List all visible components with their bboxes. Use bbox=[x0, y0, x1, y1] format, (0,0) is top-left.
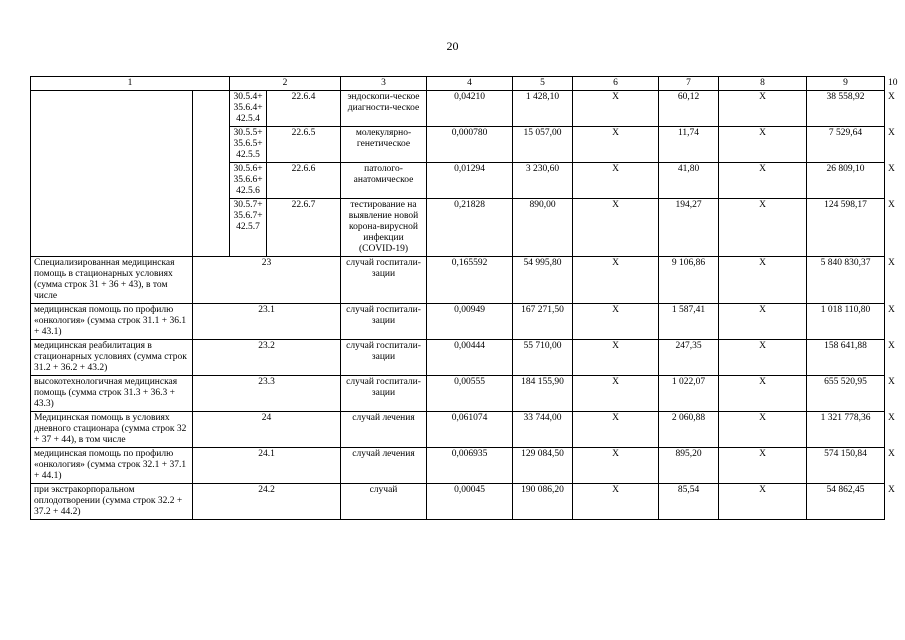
row-code-cell: 22.6.6 bbox=[267, 163, 341, 199]
unit-cell: случай госпитали-зации bbox=[341, 340, 427, 376]
value-cell: 1 428,10 bbox=[513, 91, 573, 127]
value-cell: 38 558,92 bbox=[807, 91, 885, 127]
row-name-cell: высокотехнологичная медицинская помощь (сумма строк 31.3 + 36.3 + 43.3) bbox=[31, 376, 193, 412]
value-cell: 0,21828 bbox=[427, 199, 513, 257]
value-cell: 247,35 bbox=[659, 340, 719, 376]
value-cell: Х bbox=[719, 257, 807, 304]
value-cell: 1 018 110,80 bbox=[807, 304, 885, 340]
row-name-cell: Медицинская помощь в условиях дневного стационара (сумма строк 32 + 37 + 44), в том числе bbox=[31, 412, 193, 448]
value-cell: 655 520,95 bbox=[807, 376, 885, 412]
value-cell: 11,74 bbox=[659, 127, 719, 163]
value-cell: 158 641,88 bbox=[807, 340, 885, 376]
header-cell: 9 bbox=[807, 77, 885, 91]
row-code-cell: 24.2 bbox=[193, 484, 341, 520]
value-cell: Х bbox=[573, 127, 659, 163]
row-name-cell: медицинская реабилитация в стационарных условиях (сумма строк 31.2 + 36.2 + 43.2) bbox=[31, 340, 193, 376]
line-ref-cell: 30.5.4+ 35.6.4+ 42.5.4 bbox=[230, 91, 267, 127]
unit-cell: случай госпитали-зации bbox=[341, 257, 427, 304]
unit-cell: молекулярно-генетическое bbox=[341, 127, 427, 163]
value-cell: Х bbox=[573, 340, 659, 376]
value-cell: Х bbox=[719, 484, 807, 520]
header-cell: 3 bbox=[341, 77, 427, 91]
header-row: 1 2 3 4 5 6 7 8 9 10 bbox=[31, 77, 885, 91]
value-cell: Х bbox=[573, 199, 659, 257]
value-cell: 0,000780 bbox=[427, 127, 513, 163]
header-cell: 2 bbox=[230, 77, 341, 91]
row-code-cell: 23 bbox=[193, 257, 341, 304]
table-row: 30.5.4+ 35.6.4+ 42.5.4 22.6.4 эндоскопи-ческое диагности-ческое 0,04210 1 428,10 Х 60,12 Х 38 558,92 Х bbox=[31, 91, 885, 127]
value-cell: Х bbox=[719, 304, 807, 340]
table-row: медицинская реабилитация в стационарных условиях (сумма строк 31.2 + 36.2 + 43.2) 23.2 случай госпитали-зации 0,00444 55 710,00 Х 247,35 Х 158 641,88 Х bbox=[31, 340, 885, 376]
value-cell: 1 587,41 bbox=[659, 304, 719, 340]
data-table bbox=[30, 76, 898, 520]
table-row: медицинская помощь по профилю «онкология» (сумма строк 31.1 + 36.1 + 43.1) 23.1 случай госпитали-зации 0,00949 167 271,50 Х 1 587,41 Х 1 018 110,80 Х bbox=[31, 304, 885, 340]
value-cell: Х bbox=[719, 163, 807, 199]
line-ref-cell: 30.5.7+ 35.6.7+ 42.5.7 bbox=[230, 199, 267, 257]
row-name-cell: Специализированная медицинская помощь в стационарных условиях (сумма строк 31 + 36 + 43), в том числе bbox=[31, 257, 193, 304]
row-code-cell: 22.6.5 bbox=[267, 127, 341, 163]
row-code-cell: 24 bbox=[193, 412, 341, 448]
value-cell: 26 809,10 bbox=[807, 163, 885, 199]
row-name-cell: медицинская помощь по профилю «онкология» (сумма строк 32.1 + 37.1 + 44.1) bbox=[31, 448, 193, 484]
row-code-cell: 22.6.4 bbox=[267, 91, 341, 127]
unit-cell: эндоскопи-ческое диагности-ческое bbox=[341, 91, 427, 127]
row-name-cell: при экстракорпоральном оплодотворении (сумма строк 32.2 + 37.2 + 44.2) bbox=[31, 484, 193, 520]
value-cell: 129 084,50 bbox=[513, 448, 573, 484]
value-cell: Х bbox=[573, 376, 659, 412]
table-row: медицинская помощь по профилю «онкология» (сумма строк 32.1 + 37.1 + 44.1) 24.1 случай лечения 0,006935 129 084,50 Х 895,20 Х 574 150,84 Х bbox=[31, 448, 885, 484]
value-cell: Х bbox=[573, 412, 659, 448]
unit-cell: тестирование на выявление новой корона-вирусной инфекции (COVID-19) bbox=[341, 199, 427, 257]
value-cell: 0,006935 bbox=[427, 448, 513, 484]
value-cell: 0,04210 bbox=[427, 91, 513, 127]
value-cell: Х bbox=[573, 484, 659, 520]
unit-cell: случай лечения bbox=[341, 448, 427, 484]
value-cell: 7 529,64 bbox=[807, 127, 885, 163]
row-code-cell: 23.3 bbox=[193, 376, 341, 412]
value-cell: 1 022,07 bbox=[659, 376, 719, 412]
value-cell: 0,00045 bbox=[427, 484, 513, 520]
value-cell: 33 744,00 bbox=[513, 412, 573, 448]
value-cell: 2 060,88 bbox=[659, 412, 719, 448]
table-row: 30.5.7+ 35.6.7+ 42.5.7 22.6.7 тестирование на выявление новой корона-вирусной инфекции (COVID-19) 0,21828 890,00 Х 194,27 Х 124 598,17 Х bbox=[31, 199, 885, 257]
value-cell: Х bbox=[719, 412, 807, 448]
value-cell: Х bbox=[573, 91, 659, 127]
value-cell: 0,061074 bbox=[427, 412, 513, 448]
value-cell: Х bbox=[573, 304, 659, 340]
value-cell: Х bbox=[719, 376, 807, 412]
value-cell: 0,00444 bbox=[427, 340, 513, 376]
line-ref-cell: 30.5.6+ 35.6.6+ 42.5.6 bbox=[230, 163, 267, 199]
value-cell: Х bbox=[719, 127, 807, 163]
value-cell: 60,12 bbox=[659, 91, 719, 127]
value-cell: 190 086,20 bbox=[513, 484, 573, 520]
value-cell: 0,00949 bbox=[427, 304, 513, 340]
value-cell: 9 106,86 bbox=[659, 257, 719, 304]
value-cell: 15 057,00 bbox=[513, 127, 573, 163]
value-cell: 0,00555 bbox=[427, 376, 513, 412]
table-row: 30.5.5+ 35.6.5+ 42.5.5 22.6.5 молекулярно-генетическое 0,000780 15 057,00 Х 11,74 Х 7 529,64 Х bbox=[31, 127, 885, 163]
line-ref-cell: 30.5.5+ 35.6.5+ 42.5.5 bbox=[230, 127, 267, 163]
value-cell: 5 840 830,37 bbox=[807, 257, 885, 304]
value-cell: 167 271,50 bbox=[513, 304, 573, 340]
table-row: Медицинская помощь в условиях дневного стационара (сумма строк 32 + 37 + 44), в том числе 24 случай лечения 0,061074 33 744,00 Х 2 060,88 Х 1 321 778,36 Х bbox=[31, 412, 885, 448]
value-cell: Х bbox=[719, 91, 807, 127]
value-cell: 124 598,17 bbox=[807, 199, 885, 257]
unit-cell: случай госпитали-зации bbox=[341, 304, 427, 340]
table-row: при экстракорпоральном оплодотворении (сумма строк 32.2 + 37.2 + 44.2) 24.2 случай 0,00045 190 086,20 Х 85,54 Х 54 862,45 Х bbox=[31, 484, 885, 520]
value-cell: Х bbox=[719, 199, 807, 257]
value-cell: 0,165592 bbox=[427, 257, 513, 304]
value-cell: 574 150,84 bbox=[807, 448, 885, 484]
value-cell: Х bbox=[719, 448, 807, 484]
unit-cell: случай госпитали-зации bbox=[341, 376, 427, 412]
value-cell: 41,80 bbox=[659, 163, 719, 199]
row-code-cell: 24.1 bbox=[193, 448, 341, 484]
header-cell: 6 bbox=[573, 77, 659, 91]
page-number: 20 bbox=[446, 39, 459, 53]
table-row: Специализированная медицинская помощь в стационарных условиях (сумма строк 31 + 36 + 43), в том числе 23 случай госпитали-зации 0,165592 54 995,80 Х 9 106,86 Х 5 840 830,37 Х bbox=[31, 257, 885, 304]
header-cell: 1 bbox=[31, 77, 230, 91]
row-code-cell: 23.2 bbox=[193, 340, 341, 376]
value-cell: 194,27 bbox=[659, 199, 719, 257]
value-cell: 184 155,90 bbox=[513, 376, 573, 412]
value-cell: 55 710,00 bbox=[513, 340, 573, 376]
value-cell: Х bbox=[573, 163, 659, 199]
row-name-cell: медицинская помощь по профилю «онкология» (сумма строк 31.1 + 36.1 + 43.1) bbox=[31, 304, 193, 340]
unit-cell: патолого-анатомическое bbox=[341, 163, 427, 199]
value-cell: 54 862,45 bbox=[807, 484, 885, 520]
header-cell: 7 bbox=[659, 77, 719, 91]
value-cell: Х bbox=[719, 340, 807, 376]
value-cell: 0,01294 bbox=[427, 163, 513, 199]
table-row: 30.5.6+ 35.6.6+ 42.5.6 22.6.6 патолого-анатомическое 0,01294 3 230,60 Х 41,80 Х 26 809,10 Х bbox=[31, 163, 885, 199]
value-cell: 85,54 bbox=[659, 484, 719, 520]
header-cell: 5 bbox=[513, 77, 573, 91]
value-cell: Х bbox=[573, 448, 659, 484]
row-code-cell: 22.6.7 bbox=[267, 199, 341, 257]
blank-name-cell bbox=[31, 91, 193, 257]
value-cell: Х bbox=[573, 257, 659, 304]
unit-cell: случай лечения bbox=[341, 412, 427, 448]
value-cell: 890,00 bbox=[513, 199, 573, 257]
value-cell: 3 230,60 bbox=[513, 163, 573, 199]
blank-cell bbox=[193, 91, 230, 257]
value-cell: 54 995,80 bbox=[513, 257, 573, 304]
unit-cell: случай bbox=[341, 484, 427, 520]
table-row: высокотехнологичная медицинская помощь (сумма строк 31.3 + 36.3 + 43.3) 23.3 случай госпитали-зации 0,00555 184 155,90 Х 1 022,07 Х 655 520,95 Х bbox=[31, 376, 885, 412]
value-cell: 895,20 bbox=[659, 448, 719, 484]
row-code-cell: 23.1 bbox=[193, 304, 341, 340]
header-cell: 4 bbox=[427, 77, 513, 91]
value-cell: 1 321 778,36 bbox=[807, 412, 885, 448]
header-cell: 8 bbox=[719, 77, 807, 91]
